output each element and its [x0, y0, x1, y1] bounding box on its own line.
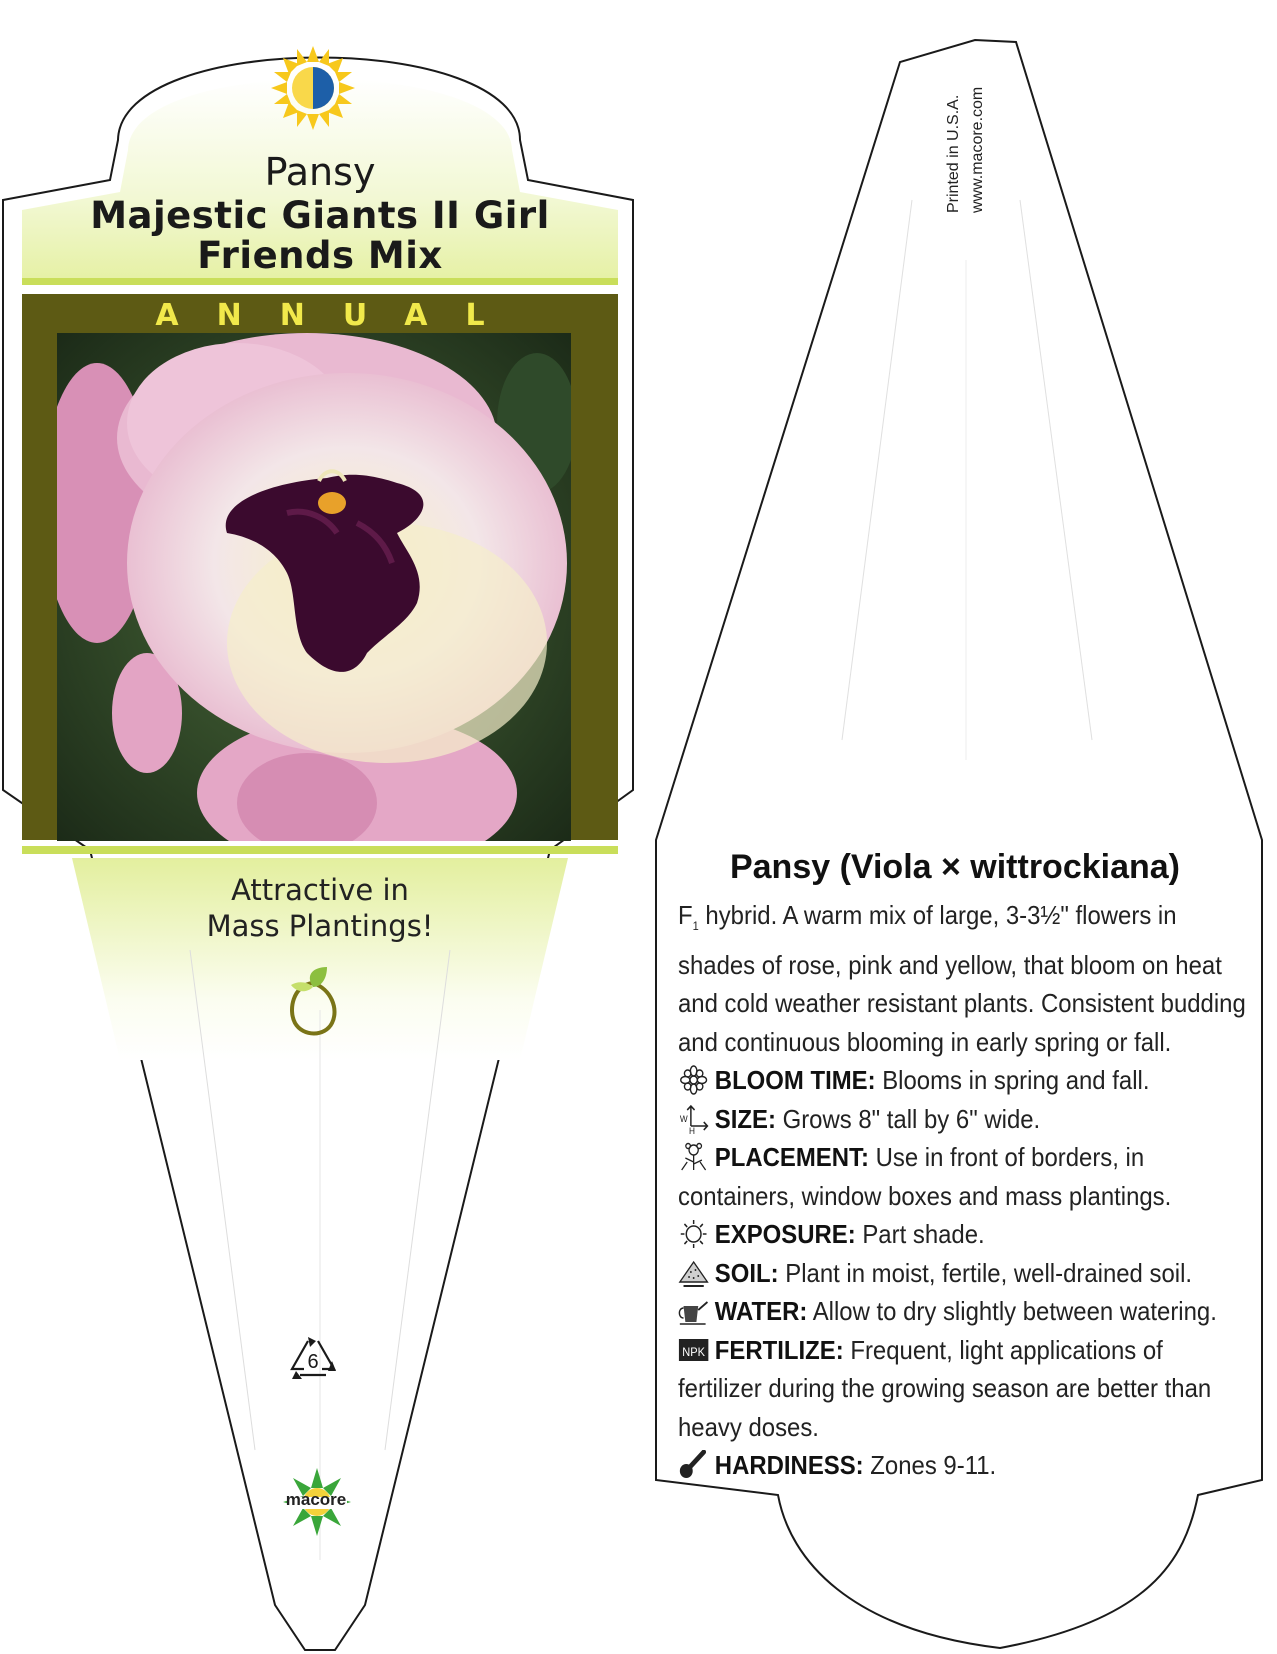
printed-note — [944, 48, 968, 213]
back-description — [678, 896, 1253, 1485]
soil-label: SOIL: — [714, 1257, 779, 1288]
size-label: SIZE: — [714, 1103, 776, 1134]
attr-placement — [678, 1138, 1253, 1215]
svg-text:W: W — [679, 1113, 688, 1124]
back-title: Pansy (Viola × wittrockiana) — [729, 848, 1181, 886]
recycle-number: 6 — [307, 1351, 319, 1373]
bloom-time-text: Blooms in spring and fall. — [875, 1065, 1150, 1096]
attr-size — [678, 1100, 1253, 1139]
fertilize-text: Frequent, light applications of fertilizer during the growing season are better than heavy doses. — [678, 1334, 1212, 1442]
flower-icon — [678, 1065, 709, 1095]
size-icon — [678, 1104, 709, 1134]
size-text: Grows 8" tall by 6" wide. — [775, 1103, 1041, 1134]
tagline-line-1: Attractive in — [231, 873, 409, 907]
bloom-time-label: BLOOM TIME: — [714, 1065, 876, 1096]
placement-text: Use in front of borders, in containers, window boxes and mass plantings. — [678, 1142, 1172, 1211]
placement-icon — [678, 1142, 709, 1172]
attr-exposure — [678, 1215, 1253, 1254]
description — [678, 896, 1253, 1061]
attr-water — [678, 1292, 1253, 1331]
water-label: WATER: — [714, 1296, 808, 1327]
soil-icon — [678, 1258, 709, 1288]
exposure-text: Part shade. — [855, 1219, 985, 1250]
description-text: hybrid. A warm mix of large, 3-3½" flowers in shades of rose, pink and yellow, that bloom on heat and cold weather resistant plants. Consistent budding and continuous blooming in early spring or fall. — [678, 900, 1246, 1057]
attr-soil — [678, 1254, 1253, 1293]
thermometer-icon — [678, 1450, 709, 1480]
npk-icon — [678, 1335, 709, 1365]
fertilize-label: FERTILIZE: — [714, 1334, 844, 1365]
hardiness-text: Zones 9-11. — [863, 1450, 997, 1481]
hardiness-label: HARDINESS: — [714, 1450, 864, 1481]
placement-label: PLACEMENT: — [714, 1142, 869, 1173]
sun-icon — [678, 1219, 709, 1249]
common-name: Pansy — [264, 150, 376, 194]
printed-line-2: www.macore.com — [969, 86, 986, 213]
description-sub: 1 — [692, 919, 699, 934]
exposure-label: EXPOSURE: — [714, 1219, 856, 1250]
category-label: ANNUAL — [155, 298, 523, 333]
attr-fertilize — [678, 1331, 1253, 1447]
printed-line-1: Printed in U.S.A. — [945, 94, 962, 213]
soil-text: Plant in moist, fertile, well-drained soil. — [778, 1257, 1193, 1288]
website-note — [968, 48, 992, 213]
water-text: Allow to dry slightly between watering. — [807, 1296, 1217, 1327]
brand-name: macore — [285, 1490, 347, 1509]
variety-line-2: Friends Mix — [197, 234, 443, 277]
attr-bloom-time — [678, 1061, 1253, 1100]
npk-text: NPK — [682, 1346, 705, 1359]
attr-hardiness — [678, 1446, 1253, 1485]
watering-can-icon — [678, 1296, 709, 1326]
tagline-line-2: Mass Plantings! — [206, 909, 434, 943]
svg-text:H: H — [689, 1125, 696, 1134]
variety-line-1: Majestic Giants II Girl — [90, 194, 550, 237]
description-prefix: F — [678, 900, 693, 930]
